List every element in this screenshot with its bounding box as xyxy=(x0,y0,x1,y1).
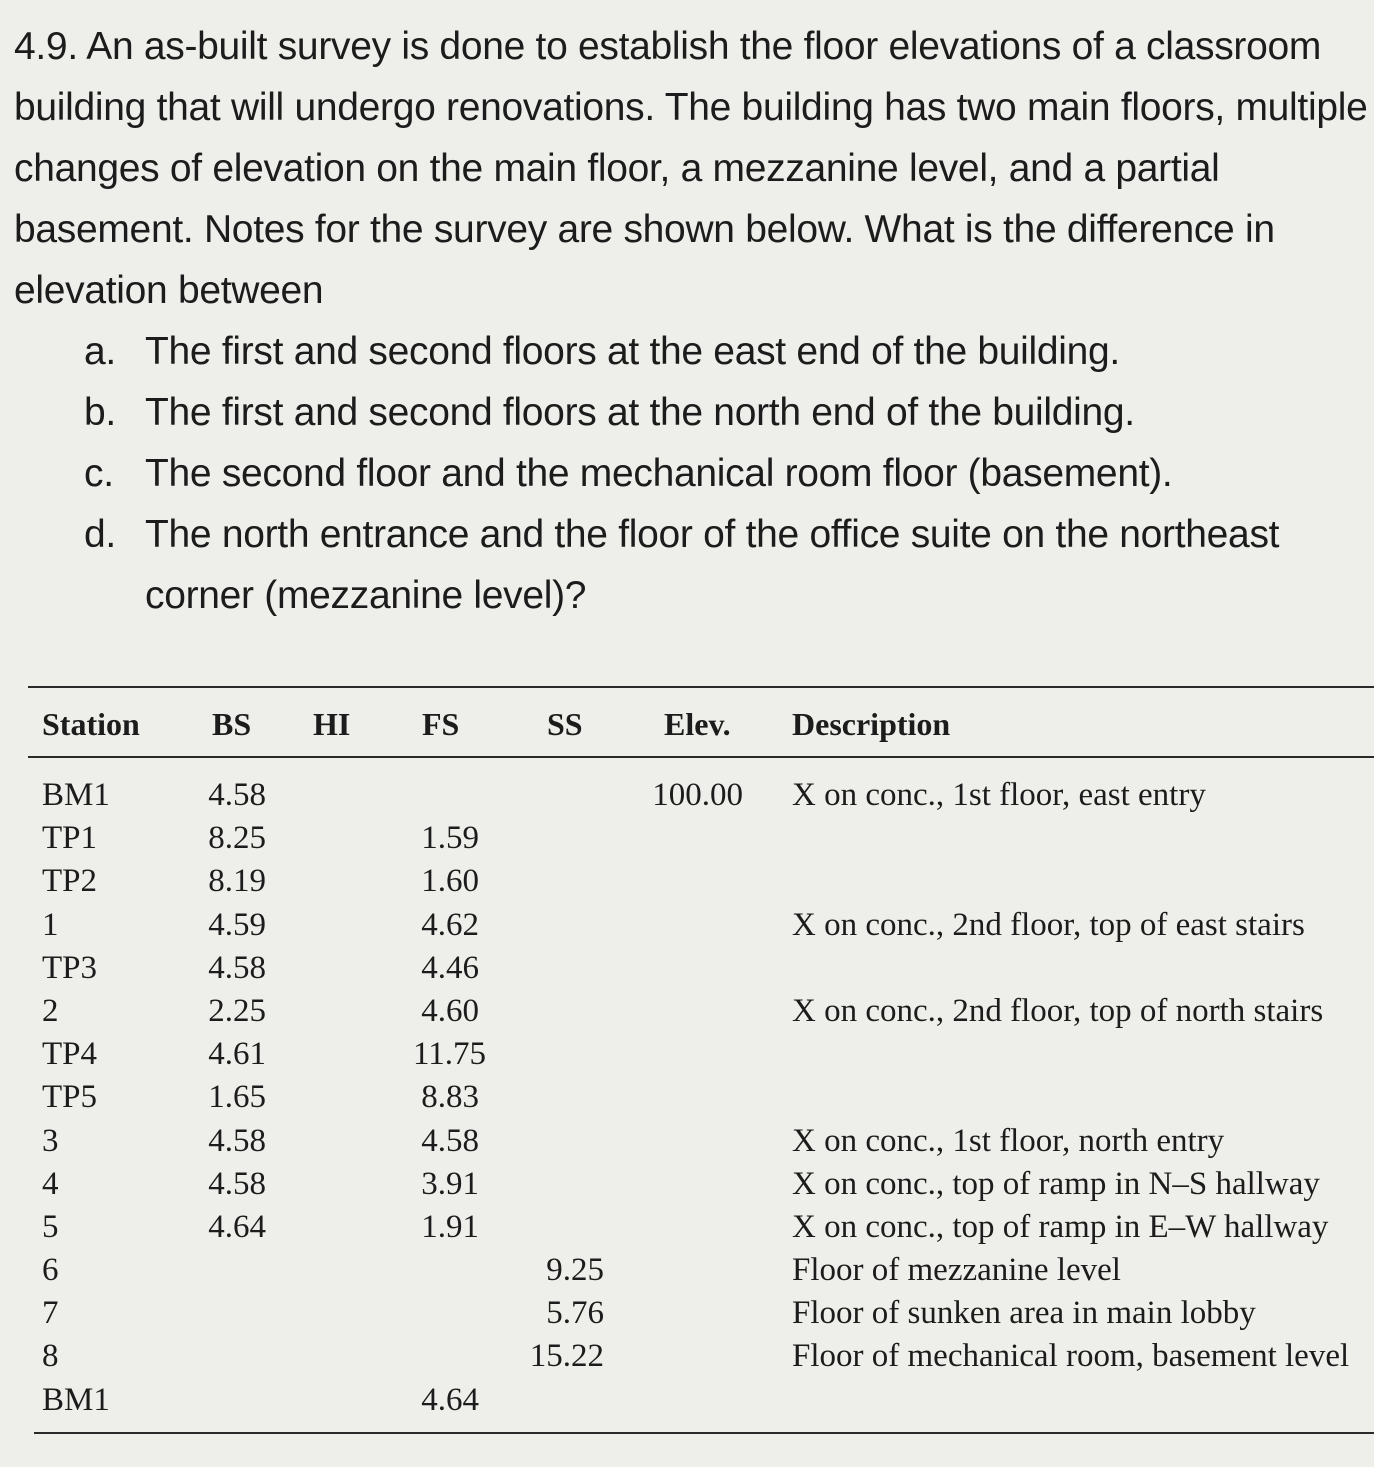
ss-cell: 15.22 xyxy=(529,1338,604,1375)
fs-cell: 1.60 xyxy=(421,863,479,900)
bs-cell: 8.25 xyxy=(208,820,266,857)
description-cell: X on conc., top of ramp in E–W hallway xyxy=(792,1208,1329,1245)
table-row xyxy=(28,1076,1374,1119)
ss-cell: 5.76 xyxy=(546,1295,604,1332)
fs-cell: 1.59 xyxy=(421,820,479,857)
bs-cell: 2.25 xyxy=(208,992,266,1029)
question-part-a xyxy=(14,321,1374,382)
fs-cell: 1.91 xyxy=(421,1208,479,1245)
fs-cell: 8.83 xyxy=(421,1079,479,1116)
fs-cell: 11.75 xyxy=(413,1036,487,1073)
table-body xyxy=(28,774,1374,1422)
part-letter: c. xyxy=(84,452,114,495)
station-cell: TP4 xyxy=(42,1036,98,1073)
table-row xyxy=(28,1206,1374,1249)
station-cell: TP2 xyxy=(42,863,98,900)
header-ss: SS xyxy=(547,706,583,742)
part-text: The north entrance and the floor of the office suite on the northeast corner (mezzanine level)? xyxy=(145,513,1280,617)
table-row xyxy=(28,774,1374,817)
header-bs: BS xyxy=(212,706,252,742)
header-station: Station xyxy=(42,706,140,742)
elev-cell: 100.00 xyxy=(652,777,743,813)
question-parts xyxy=(14,321,1374,626)
description-cell: Floor of mechanical room, basement level xyxy=(792,1338,1350,1375)
description-cell: X on conc., 1st floor, east entry xyxy=(792,777,1206,813)
station-cell: BM1 xyxy=(42,777,110,813)
fs-cell: 4.58 xyxy=(421,1122,479,1159)
table-row xyxy=(28,1033,1374,1076)
description-cell: X on conc., top of ramp in N–S hallway xyxy=(792,1165,1320,1202)
fs-cell: 3.91 xyxy=(421,1165,479,1202)
station-cell: TP1 xyxy=(42,820,98,857)
station-cell: 5 xyxy=(42,1208,59,1245)
description-cell: X on conc., 2nd floor, top of north stairs xyxy=(792,992,1324,1029)
part-letter: a. xyxy=(84,330,116,373)
table-row xyxy=(28,1163,1374,1206)
part-text: The first and second floors at the north end of the building. xyxy=(145,391,1135,434)
fs-cell: 4.64 xyxy=(421,1381,479,1418)
bs-cell: 4.58 xyxy=(208,1122,266,1159)
survey-notes-table xyxy=(28,686,1374,1434)
table-row xyxy=(28,904,1374,947)
bs-cell: 4.59 xyxy=(208,906,266,943)
station-cell: 1 xyxy=(42,906,59,943)
station-cell: TP3 xyxy=(42,949,98,986)
table-row xyxy=(28,947,1374,990)
fs-cell: 4.46 xyxy=(421,949,479,986)
table-row xyxy=(28,1379,1374,1422)
table-row xyxy=(28,990,1374,1033)
bs-cell: 4.64 xyxy=(208,1208,266,1245)
problem-intro: 4.9. An as-built survey is done to establish the floor elevations of a classroom building that will undergo renovations. The building has two main floors, multiple changes of elevation on the main floor, a mezzanine level, and a partial basement. Notes for the survey are shown below. What is the difference in elevation between xyxy=(14,25,1368,312)
fs-cell: 4.62 xyxy=(421,906,479,943)
fs-cell: 4.60 xyxy=(421,992,479,1029)
question-part-c xyxy=(14,443,1374,504)
table-row xyxy=(28,1249,1374,1292)
part-text: The first and second floors at the east end of the building. xyxy=(145,330,1120,373)
bs-cell: 4.61 xyxy=(208,1036,266,1073)
part-text: The second floor and the mechanical room floor (basement). xyxy=(145,452,1173,495)
station-cell: 8 xyxy=(42,1338,59,1375)
table-row xyxy=(28,860,1374,903)
station-cell: 7 xyxy=(42,1295,59,1332)
station-cell: 6 xyxy=(42,1252,59,1289)
table-row xyxy=(28,1292,1374,1335)
table-bottom-rule xyxy=(34,1432,1374,1434)
bs-cell: 1.65 xyxy=(208,1079,266,1116)
part-letter: d. xyxy=(84,513,116,556)
table-row xyxy=(28,817,1374,860)
station-cell: 2 xyxy=(42,992,59,1029)
station-cell: TP5 xyxy=(42,1079,98,1116)
bs-cell: 4.58 xyxy=(208,777,266,813)
header-fs: FS xyxy=(422,706,460,742)
header-elev: Elev. xyxy=(664,706,731,742)
description-cell: Floor of mezzanine level xyxy=(792,1252,1121,1289)
description-cell: X on conc., 2nd floor, top of east stairs xyxy=(792,906,1305,943)
question-part-d xyxy=(14,504,1374,626)
station-cell: BM1 xyxy=(42,1381,110,1418)
bs-cell: 4.58 xyxy=(208,949,266,986)
description-cell: X on conc., 1st floor, north entry xyxy=(792,1122,1225,1159)
table-row xyxy=(28,1335,1374,1378)
header-hi: HI xyxy=(313,706,351,742)
table-top-rule xyxy=(28,686,1374,688)
question-part-b xyxy=(14,382,1374,443)
table-row xyxy=(28,1120,1374,1163)
station-cell: 4 xyxy=(42,1165,59,1202)
ss-cell: 9.25 xyxy=(546,1252,604,1289)
bs-cell: 8.19 xyxy=(208,863,266,900)
station-cell: 3 xyxy=(42,1122,59,1159)
part-letter: b. xyxy=(84,391,116,434)
bs-cell: 4.58 xyxy=(208,1165,266,1202)
description-cell: Floor of sunken area in main lobby xyxy=(792,1295,1256,1332)
problem-statement xyxy=(14,16,1374,626)
header-description: Description xyxy=(792,706,951,742)
table-header-rule xyxy=(28,756,1374,758)
